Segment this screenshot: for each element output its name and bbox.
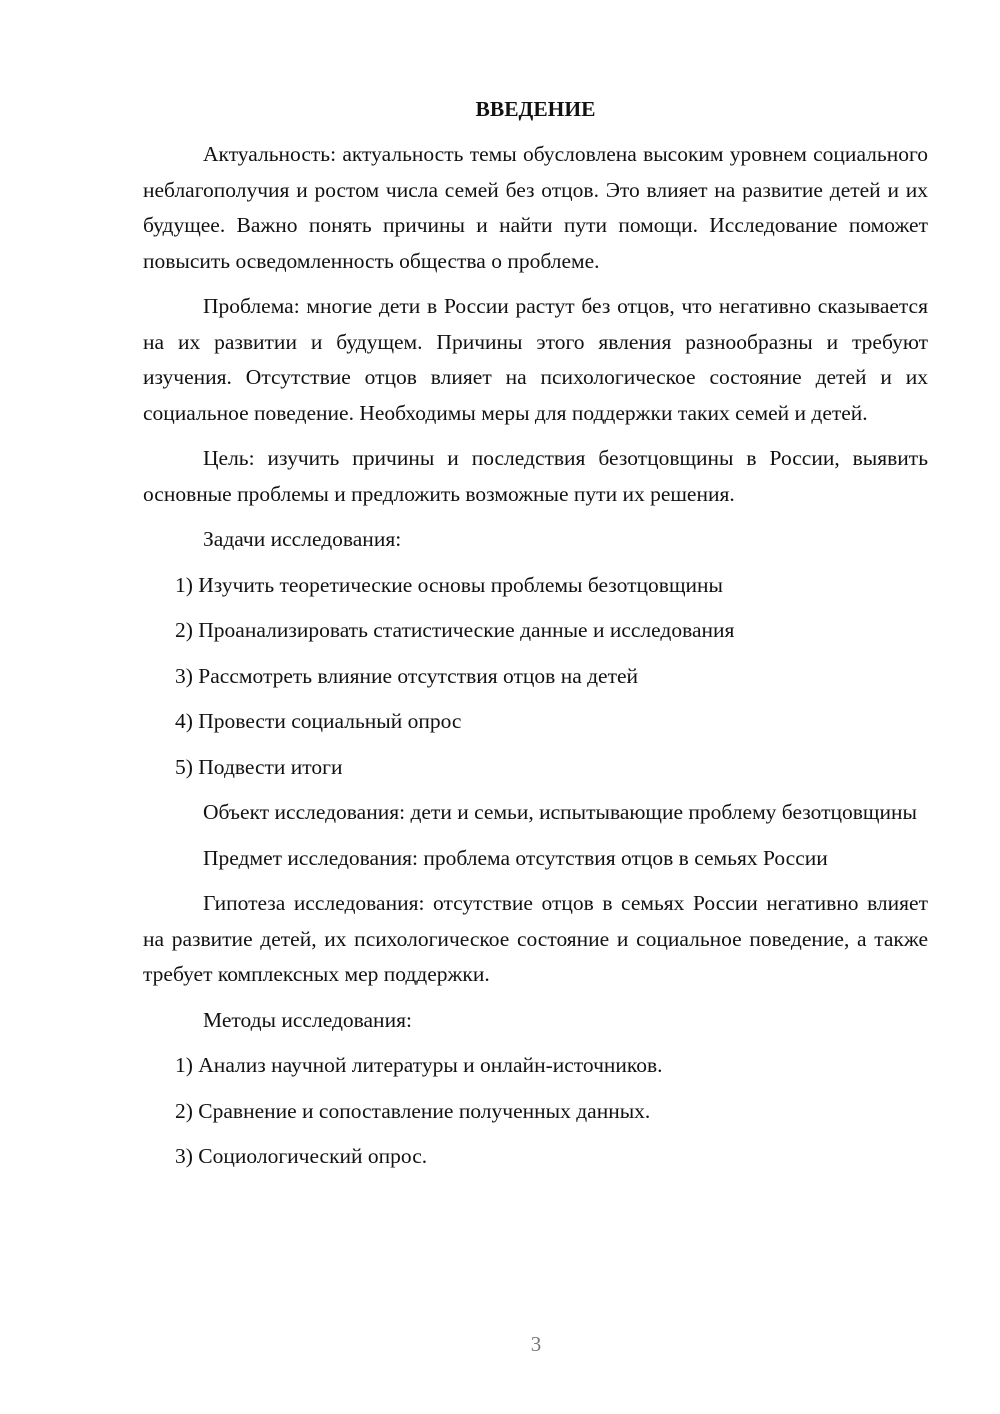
section-heading: ВВЕДЕНИЕ (475, 97, 596, 121)
methods-label: Методы исследования: (203, 1007, 412, 1032)
list-item: 4) Провести социальный опрос (175, 709, 462, 733)
page-content (143, 92, 928, 1175)
hypothesis-paragraph: Гипотеза исследования: отсутствие отцов в семьях России негативно влияет на развитие детей, их психологическое состояние и социальное поведение, а также требует комплексных мер поддержки. (143, 891, 928, 986)
object-paragraph: Объект исследования: дети и семьи, испытывающие проблему безотцовщины (203, 800, 917, 824)
methods-list (143, 1048, 928, 1175)
page-number: 3 (530, 1332, 542, 1356)
list-item: 1) Изучить теоретические основы проблемы безотцовщины (175, 572, 723, 597)
list-item: 1) Анализ научной литературы и онлайн-источников. (175, 1053, 663, 1077)
tasks-list (143, 568, 928, 786)
list-item: 2) Сравнение и сопоставление полученных данных. (175, 1098, 651, 1123)
list-item: 5) Подвести итоги (175, 754, 343, 779)
list-item: 3) Рассмотреть влияние отсутствия отцов на детей (175, 663, 639, 688)
list-item: 2) Проанализировать статистические данные и исследования (175, 618, 735, 642)
goal-paragraph: Цель: изучить причины и последствия безотцовщины в России, выявить основные проблемы и предложить возможные пути их решения. (143, 446, 928, 506)
subject-paragraph: Предмет исследования: проблема отсутствия отцов в семьях России (203, 845, 828, 870)
relevance-paragraph: Актуальность: актуальность темы обусловлена высоким уровнем социального неблагополучия и ростом числа семей без отцов. Это влияет на развитие детей и их будущее. Важно понять причины и найти пути помощи. Исследование поможет повысить осведомленность общества о проблеме. (143, 142, 928, 273)
list-item: 3) Социологический опрос. (175, 1144, 428, 1168)
tasks-label: Задачи исследования: (203, 527, 402, 551)
problem-paragraph: Проблема: многие дети в России растут без отцов, что негативно сказывается на их развитии и будущем. Причины этого явления разнообразны и требуют изучения. Отсутствие отцов влияет на психологическое состояние детей и их социальное поведение. Необходимы меры для поддержки таких семей и детей. (143, 294, 928, 425)
